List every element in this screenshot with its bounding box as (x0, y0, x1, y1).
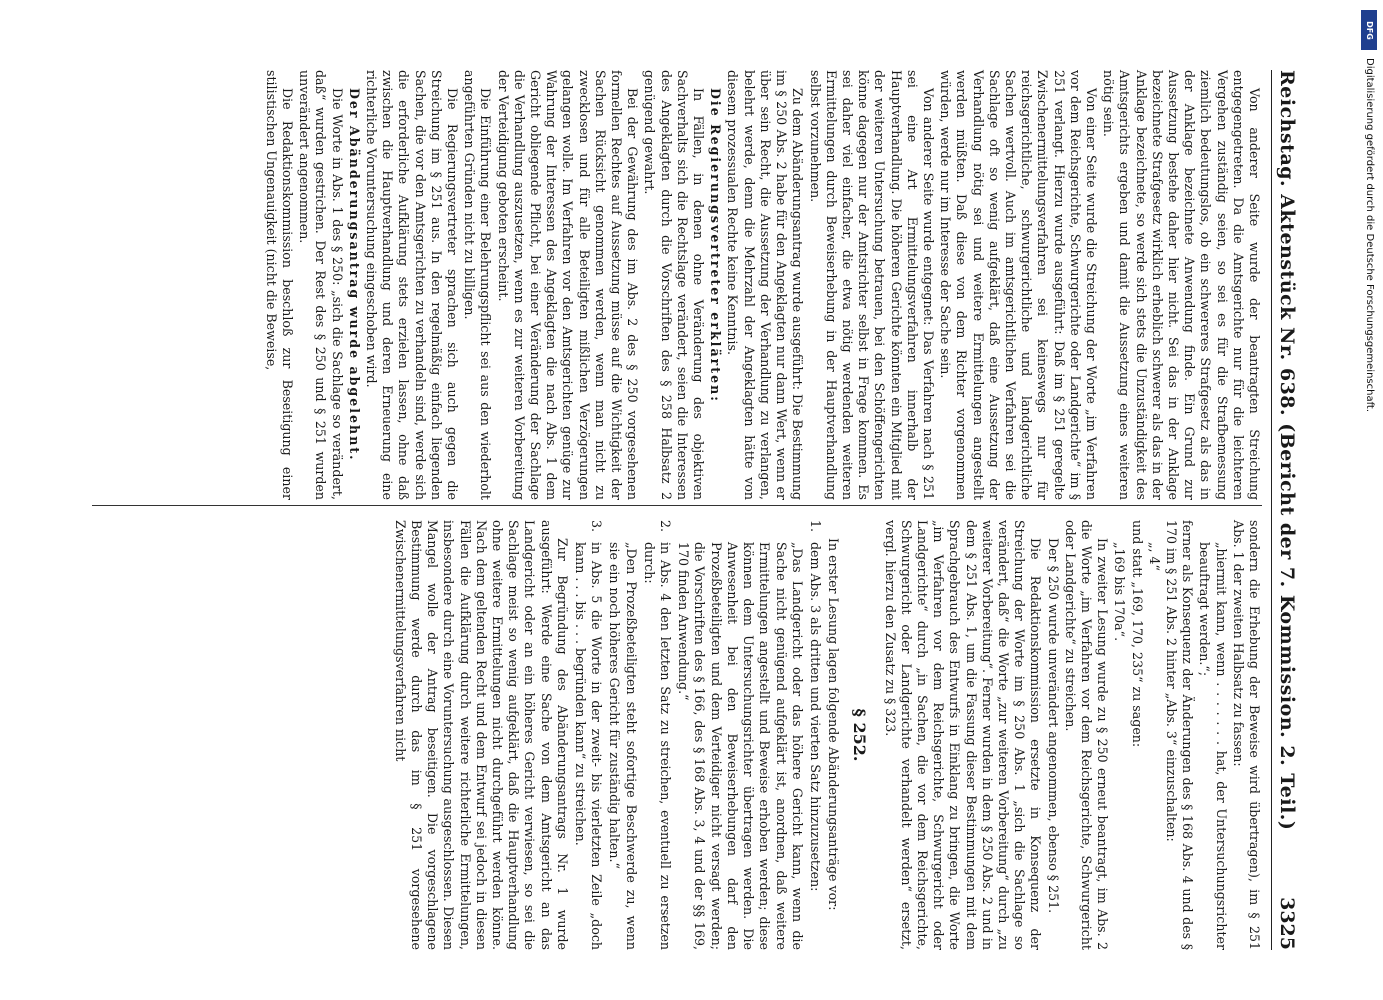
list-item (675, 520, 805, 950)
list-number: 3. (589, 520, 605, 533)
paragraph: Von einer Seite wurde die Streichung der Worte „im Verfahren vor dem Reichsgerichte, Schwurgerichte oder Landgerichte“ im § 251 verlangt. Hierzu wurde ausgeführt: Daß im § 251 geregelte Zwischenermittelungsverfahren sei keineswegs nur für reichsgerichtliche, schwurgerichtliche und landgerichtliche Sachen wertvoll. Auch im amtsgerichtlichen Verfahren sei die Sachlage oft so wenig aufgeklärt, daß eine Aussetzung der Verhandlung nötig sei und weitere Ermittelungen angestellt werden müßten. Daß diese von dem Richter vorgenommen würden, werde nur im Interesse der Sache sein. (938, 70, 1099, 500)
paragraph: In Fällen, in denen ohne Veränderung des objektiven Sachverhalts sich die Rechtslage verändert, seien die Interessen des Angeklagten durch die Vorschriften des § 258 Halbsatz 2 genügend gewahrt. (642, 70, 707, 500)
list-text: „Den Prozeßbeteiligten steht sofortige Beschwerde zu, wenn sie ein noch höheres Gericht für zuständig halten.“ (607, 542, 639, 950)
paragraph: und statt „169, 170, 235“ zu sagen: (1129, 520, 1145, 748)
paragraph: ferner als Konsequenz der Änderungen des § 168 Abs. 4 und des § 170 im § 251 Abs. 2 hinter „Abs. 3“ einzuschalten: (1163, 520, 1196, 950)
paragraph: Die Regierungsvertreter sprachen sich auch gegen die Streichung im § 251 aus. In den regelmäßig einfach liegenden Sachen, die vor den Amtsgerichten zu verhandeln sind, werde sich die erforderliche Aufklärung stets erzielen lassen, ohne daß zwischen die Hauptverhandlung und deren Erneuerung eine richterliche Voruntersuchung eingeschoben wird. (364, 70, 461, 500)
column-divider (92, 505, 1262, 506)
list-item (572, 520, 604, 950)
paragraph: sondern die Erhebung der Beweise wird übertragen), im § 251 Abs. 1 der zweiten Halbsatz zu fassen: (1230, 520, 1262, 950)
page-number: 3325 (1276, 897, 1298, 950)
list-number: 1. (807, 520, 823, 533)
list-number (606, 520, 638, 536)
list-number (675, 520, 805, 536)
paragraph: Der Abänderungsantrag wurde abgelehnt. (346, 88, 362, 462)
list-number: 2. (658, 520, 674, 533)
paragraph: Zu dem Abänderungsantrag wurde ausgeführt: Die Bestimmung im § 250 Abs. 2 habe für den Angeklagten nur dann Wert, wenn er über sein Recht, die Aussetzung der Verhandlung zu verlangen, belehrt werde, denn die Mehrzahl der Angeklagten hätte von diesem prozessualen Rechte keine Kenntnis. (725, 70, 806, 500)
section-heading: § 252. (850, 708, 870, 762)
quote: „169 bis 170a“. (1112, 542, 1128, 642)
paragraph: Zur Begründung des Abänderungsantrags Nr. 1 wurde ausgeführt: Werde eine Sache von dem Amtsgericht an das Landgericht oder an ein höheres Gericht verwiesen, so sei die Sachlage meist so wenig aufgeklärt, daß die Hauptverhandlung ohne weitere Ermittelungen nicht durchgeführt werden könne. Nach dem geltenden Recht und dem Entwurf sei jedoch in diesen Fällen die Aufklärung durch weitere richterliche Ermittelungen, insbesondere durch eine Voruntersuchung ausgeschlossen. Diesen Mangel wolle der Antrag beseitigen. Die vorgeschlagene Bestimmung werde durch das im § 251 vorgesehene Zwischenermittelungsverfahren nicht (392, 520, 570, 950)
paragraph: Die Einführung einer Belehrungspflicht sei aus den wiederholt angeführten Gründen nicht zu billigen. (462, 70, 494, 500)
dfg-logo-text: DFG (1364, 20, 1374, 40)
quote: „hiermit kann, wenn . . . . . . . hat, der Untersuchungsrichter beauftragt werden.“; (1197, 542, 1229, 950)
list-text: in Abs. 4 den letzten Satz zu streichen, eventuell zu ersetzen durch: (641, 542, 674, 950)
paragraph: Die Worte in Abs. 1 des § 250: „sich die Sachlage so verändert, daß“ wurden gestrichen. Der Rest des § 250 und § 251 wurden unverändert angenommen. (297, 70, 345, 500)
list-text: dem Abs. 3 als dritten und vierten Satz hinzuzusetzen: (807, 542, 823, 892)
dfg-logo (1361, 10, 1377, 50)
list-text: in Abs. 5 die Worte in der zweit- bis vierletzten Zeile „doch kann . . . bis . . . begründen kann“ zu streichen. (573, 542, 605, 950)
paragraph: Die Redaktionskommission ersetzte in Konsequenz der Streichung der Worte im § 250 Abs. 1 „sich die Sachlage so verändert, daß“ die Worte „zur weiteren Vorbereitung“ durch „zu weiterer Vorbereitung“. Ferner wurden in dem § 250 Abs. 2 und in dem § 251 Abs. 1, um die Fassung dieser Bestimmungen mit dem Sprachgebrauch des Entwurfs in Einklang zu bringen, die Worte „im Verfahren vor dem Reichsgerichte, Schwurgericht oder Landgerichte“ durch „in Sachen, die vor dem Reichsgerichte, Schwurgericht oder Landgerichte verhandelt werden“ ersetzt, vergl. hierzu den Zusatz zu § 323. (882, 520, 1044, 950)
right-column (391, 520, 1262, 950)
list-item (641, 520, 673, 950)
list-item (807, 520, 823, 950)
paragraph: Der § 250 wurde unverändert angenommen, ebenso § 251. (1045, 538, 1061, 914)
quote: „, 4“ (1146, 542, 1162, 571)
page-header-title: Reichstag. Aktenstück Nr. 638. (Bericht der 7. Kommission. 2. Teil.) (1276, 70, 1298, 831)
paragraph: Von anderer Seite wurde der beantragten Streichung entgegengetreten. Da die Amtsgerichte nur für die leichteren Vergehen zuständig seien, so sei es für die Strafbemessung ziemlich bedeutungslos, ob ein schwereres Strafgesetz als das in der Anklage bezeichnete Anwendung finde. Ein Grund zur Aussetzung bestehe daher hier nicht. Sei das in der Anklage bezeichnete Strafgesetz wirklich erheblich schwerer als das in der Anklage bezeichnete, so werde sich stets die Unzuständigkeit des Amtsgerichts ergeben und damit die Aussetzung eines weiteren nötig sein. (1101, 70, 1262, 500)
paragraph: In zweiter Lesung wurde zu § 250 erneut beantragt, im Abs. 2 die Worte „im Verfahren vor dem Reichsgerichte, Schwurgericht oder Landgerichte“ zu streichen. (1062, 520, 1111, 950)
funding-credit (1361, 10, 1377, 990)
credit-text: Digitalisierung gefördert durch die Deutsche Forschungsgemeinschaft. (1364, 58, 1375, 413)
list-text: „Das Landgericht oder das höhere Gericht kann, wenn die Sache nicht genügend aufgeklärt ist, anordnen, daß weitere Ermittelungen angestellt und Beweise erhoben werden; diese können dem Untersuchungsrichter übertragen werden. Die Anwesenheit bei den Beweiserhebungen darf den Prozeßbeteiligten und dem Verteidiger nicht versagt werden; die Vorschriften des § 166, des § 168 Abs. 3, 4 und der §§ 169, 170 finden Anwendung.“ (676, 542, 805, 950)
credit-text-box (1361, 58, 1377, 988)
paragraph: Von anderer Seite wurde entgegnet: Das Verfahren nach § 251 sei eine Art Ermittelungsverfahren innerhalb der Hauptverhandlung. Die höheren Gerichte könnten ein Mitglied mit der weiteren Untersuchung betrauen, bei den Schöffengerichten könne dagegen nur der Amtsrichter selbst in Frage kommen. Es sei daher viel einfacher, die etwa nötig werdenden weiteren Ermittelungen durch Beweiserhebung in der Hauptverhandlung selbst vorzunehmen. (807, 70, 936, 500)
paragraph: Die Regierungsvertreter erklärten: (708, 88, 724, 403)
paragraph: In erster Lesung lagen folgende Abänderungsanträge vor: (826, 538, 842, 911)
page-header (1271, 70, 1302, 950)
paragraph: Die Redaktionskommission beschloß zur Beseitigung einer stilistischen Ungenauigkeit (nicht die Beweise, (263, 70, 296, 500)
list-item (606, 520, 638, 950)
left-column (262, 70, 1262, 500)
paragraph: Bei der Gewährung des im Abs. 2 des § 250 vorgesehenen formellen Rechtes auf Aussetzung müsse auf die Wichtigkeit der Sachen Rücksicht genommen werden, wenn man nicht zu zwecklosen und für alle Beteiligten mißlichen Verzögerungen gelangen wolle. Im Verfahren vor den Amtsgerichten genüge zur Wahrung der Interessen des Angeklagten die nach Abs. 1 dem Gericht obliegende Pflicht, bei einer Veränderung der Sachlage die Verhandlung auszusetzen, wenn es zur weiteren Vorbereitung der Verteidigung geboten erscheint. (495, 70, 641, 500)
